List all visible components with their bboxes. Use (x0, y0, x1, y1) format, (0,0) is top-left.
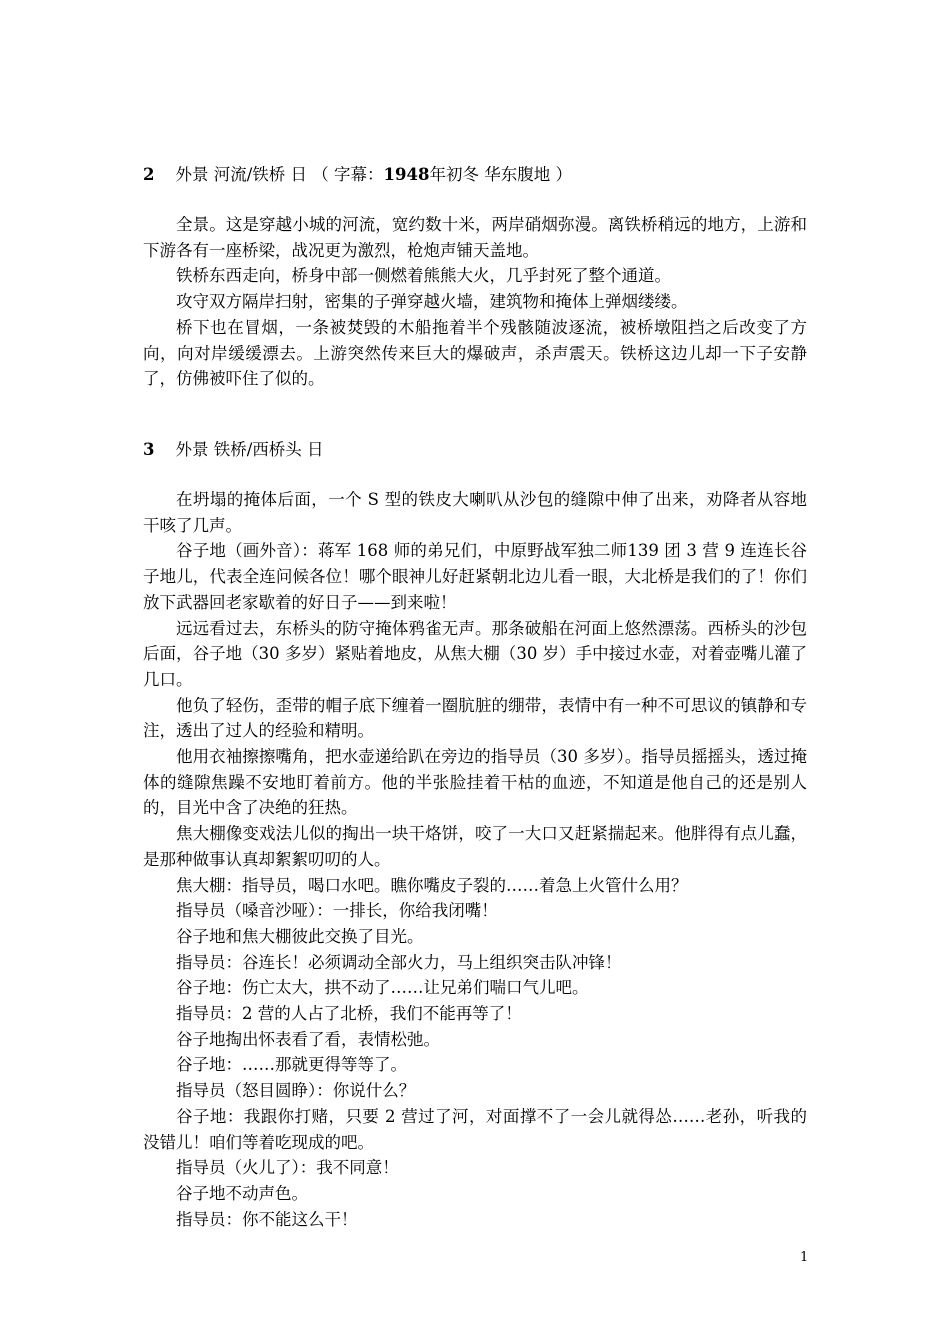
scene-3-heading-text: 外景 铁桥/西桥头 日 (175, 440, 324, 459)
scene-3-paragraph: 焦大棚像变戏法儿似的掏出一块干烙饼，咬了一大口又赶紧揣起来。他胖得有点儿蠢，是那种做事认真却絮絮叨叨的人。 (143, 824, 807, 869)
scene-3-paragraph: 在坍塌的掩体后面，一个 S 型的铁皮大喇叭从沙包的缝隙中伸了出来，劝降者从容地干咳了几声。 (143, 490, 807, 535)
scene-3-paragraph: 指导员（嗓音沙哑）：一排长，你给我闭嘴！ (176, 901, 498, 921)
scene-2-heading-year: 1948 (383, 165, 430, 184)
scene-2-body (143, 212, 807, 392)
page-number: 1 (800, 1250, 809, 1265)
scene-2-heading-text-b: 年初冬 华东腹地 ） (429, 165, 572, 184)
scene-3-paragraph: 他用衣袖擦擦嘴角，把水壶递给趴在旁边的指导员（30 多岁）。指导员摇摇头，透过掩体的缝隙焦躁不安地盯着前方。他的半张脸挂着干枯的血迹，不知道是他自己的还是别人的，目光中含了决绝的狂热。 (143, 747, 807, 818)
scene-3-paragraph: 谷子地不动声色。 (176, 1183, 308, 1203)
scene-3-paragraph: 指导员（怒目圆睁）：你说什么？ (176, 1081, 416, 1101)
scene-3-body (143, 487, 807, 1232)
scene-2-heading-text-a: 外景 河流/铁桥 日 （ 字幕： (175, 165, 384, 184)
scene-3-paragraph: 远远看过去，东桥头的防守掩体鸦雀无声。那条破船在河面上悠然漂荡。西桥头的沙包后面，谷子地（30 多岁）紧贴着地皮，从焦大棚（30 岁）手中接过水壶，对着壶嘴儿灌了几口。 (143, 618, 807, 689)
scene-3-paragraph: 谷子地：我跟你打赌，只要 2 营过了河，对面撑不了一会儿就得怂……老孙，听我的没错儿！咱们等着吃现成的吧。 (143, 1106, 807, 1152)
scene-2-number: 2 (143, 165, 155, 184)
scene-2-paragraph: 桥下也在冒烟，一条被焚毁的木船拖着半个残骸随波逐流，被桥墩阻挡之后改变了方向，向对岸缓缓漂去。上游突然传来巨大的爆破声，杀声震天。铁桥这边儿却一下子安静了，仿佛被吓住了似的。 (143, 317, 807, 389)
scene-2-heading (143, 163, 572, 187)
scene-3-paragraph: 谷子地掏出怀表看了看，表情松弛。 (176, 1029, 440, 1049)
scene-3-paragraph: 指导员：你不能这么干！ (176, 1209, 358, 1229)
scene-3-paragraph: 指导员：谷连长！必须调动全部火力，马上组织突击队冲锋！ (176, 952, 622, 972)
scene-3-paragraph: 谷子地：伤亡太大，拱不动了……让兄弟们喘口气儿吧。 (176, 978, 589, 998)
scene-2-paragraph: 攻守双方隔岸扫射，密集的子弹穿越火墙，建筑物和掩体上弹烟缕缕。 (176, 292, 688, 312)
scene-3-paragraph: 焦大棚：指导员，喝口水吧。瞧你嘴皮子裂的……着急上火管什么用？ (176, 875, 688, 895)
scene-3-paragraph: 谷子地和焦大棚彼此交换了目光。 (176, 926, 424, 946)
scene-3-paragraph: 谷子地（画外音）：蒋军 168 师的弟兄们，中原野战军独二师139 团 3 营 9 连连长谷子地儿，代表全连问候各位！哪个眼神儿好赶紧朝北边儿看一眼，大北桥是我们的了！你们放下武器回老家歇着的好日子——到来啦！ (143, 541, 807, 612)
scene-3-paragraph: 他负了轻伤，歪带的帽子底下缠着一圈肮脏的绷带，表情中有一种不可思议的镇静和专注，透出了过人的经验和精明。 (143, 695, 807, 741)
scene-3-heading (143, 438, 324, 462)
scene-3-paragraph: 指导员（火儿了）：我不同意！ (176, 1158, 399, 1178)
scene-2-paragraph: 铁桥东西走向，桥身中部一侧燃着熊熊大火，几乎封死了整个通道。 (176, 266, 671, 286)
scene-2-paragraph: 全景。这是穿越小城的河流，宽约数十米，两岸硝烟弥漫。离铁桥稍远的地方，上游和下游各有一座桥梁，战况更为激烈，枪炮声铺天盖地。 (143, 215, 807, 260)
scene-3-number: 3 (143, 440, 155, 459)
scene-3-paragraph: 指导员：2 营的人占了北桥，我们不能再等了！ (176, 1004, 522, 1024)
scene-3-paragraph: 谷子地：……那就更得等等了。 (176, 1055, 407, 1075)
